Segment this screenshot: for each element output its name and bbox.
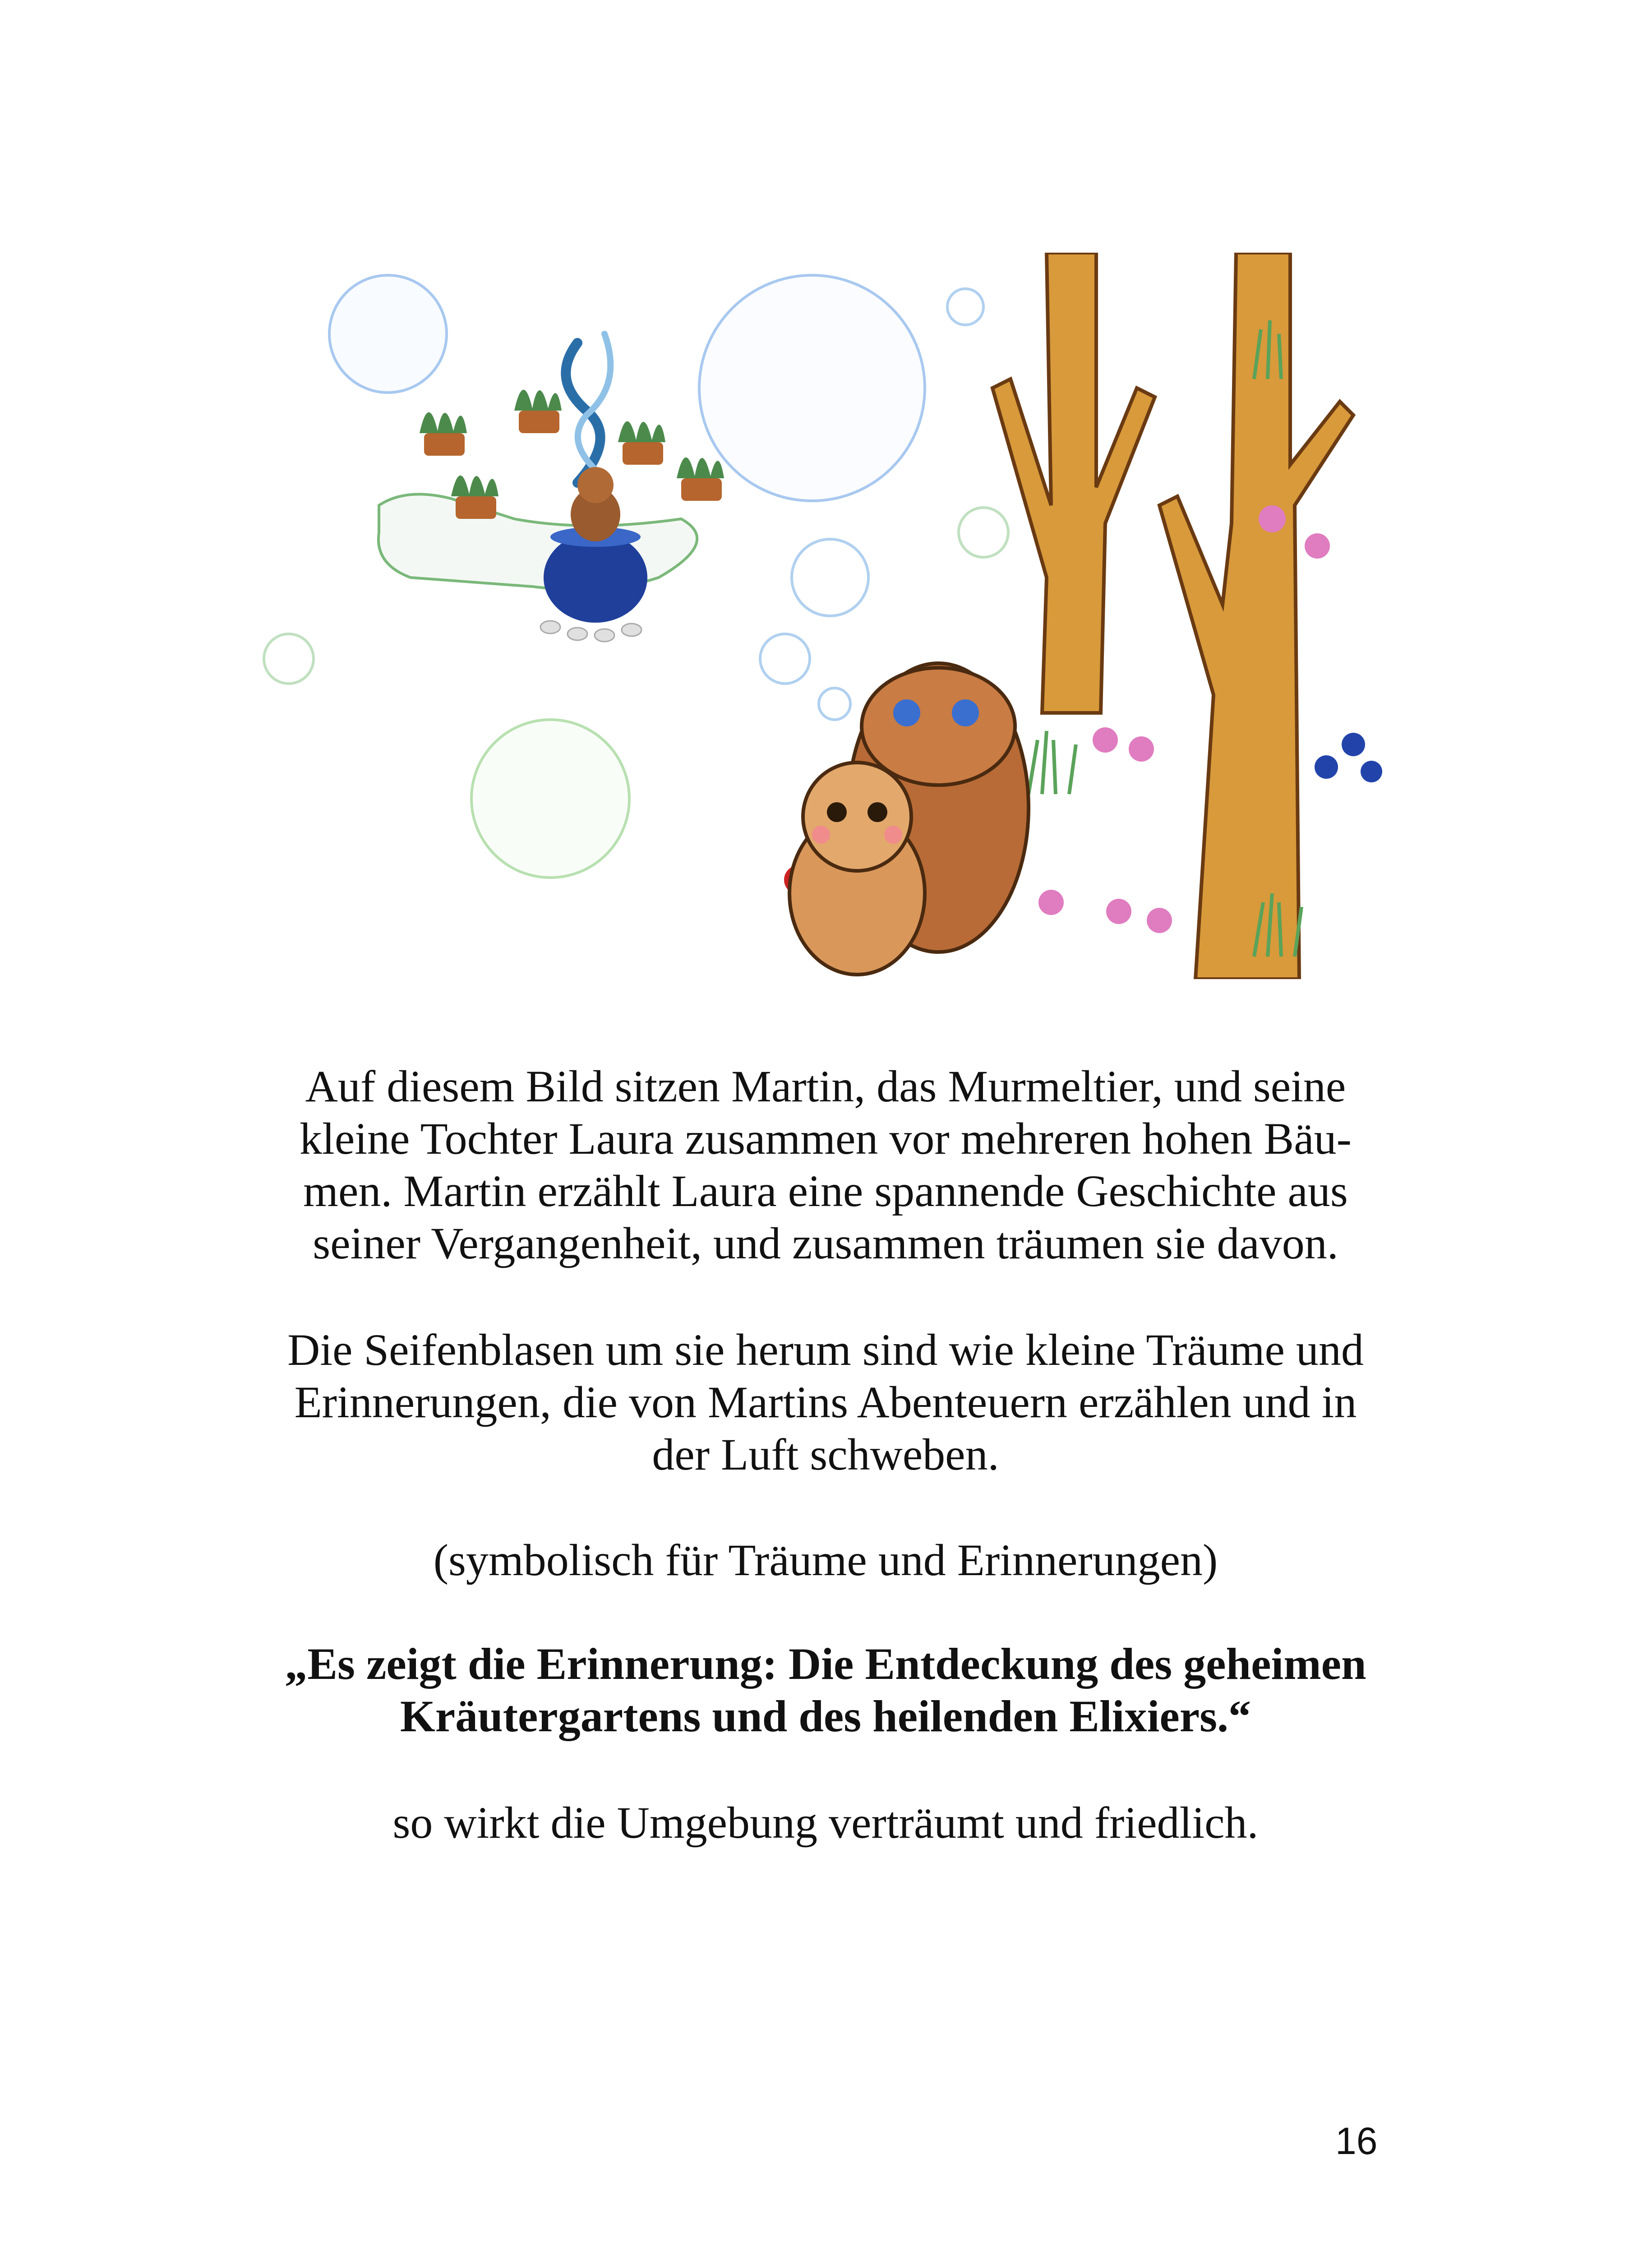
paragraph-scene-description [253, 1060, 1398, 1270]
bubble [760, 634, 810, 684]
text-line: „Es zeigt die Erinnerung: Die Entdeckung des geheimen [285, 1639, 1366, 1689]
bubble [471, 720, 629, 878]
text-line: so wirkt die Umgebung verträumt und friedlich. [392, 1798, 1259, 1848]
text-line: der Luft schweben. [652, 1429, 999, 1479]
text-line: Erinnerungen, die von Martins Abenteuern erzählen und in [294, 1377, 1357, 1427]
paragraph-memory-quote [253, 1638, 1398, 1743]
paragraph-closing [253, 1797, 1398, 1849]
marmot-laura [789, 763, 925, 975]
text-line: men. Martin erzählt Laura eine spannende Geschichte aus [303, 1166, 1348, 1216]
page-number: 16 [1335, 2120, 1378, 2162]
paragraph-soap-bubbles [253, 1324, 1398, 1481]
bubble [329, 275, 447, 393]
text-line: seiner Vergangenheit, und zusammen träumen sie davon. [313, 1218, 1338, 1268]
herb-garden-scene [378, 334, 724, 642]
bubble [264, 634, 314, 684]
storybook-illustration [262, 253, 1403, 979]
text-line: Auf diesem Bild sitzen Martin, das Murmeltier, und seine [305, 1061, 1346, 1111]
text-line: kleine Tochter Laura zusammen vor mehreren hohen Bäu- [300, 1114, 1352, 1164]
bubble [819, 688, 850, 720]
bubble [792, 539, 868, 616]
bubble [959, 508, 1008, 557]
text-line: Die Seifenblasen um sie herum sind wie kleine Träume und [287, 1325, 1364, 1375]
text-line: Kräutergartens und des heilenden Elixiers.“ [400, 1691, 1251, 1741]
paragraph-symbolic-note [253, 1534, 1398, 1586]
tall-trees [992, 253, 1353, 979]
bubble [947, 289, 983, 325]
text-line: (symbolisch für Träume und Erinnerungen) [433, 1535, 1218, 1585]
bubble [699, 275, 925, 501]
